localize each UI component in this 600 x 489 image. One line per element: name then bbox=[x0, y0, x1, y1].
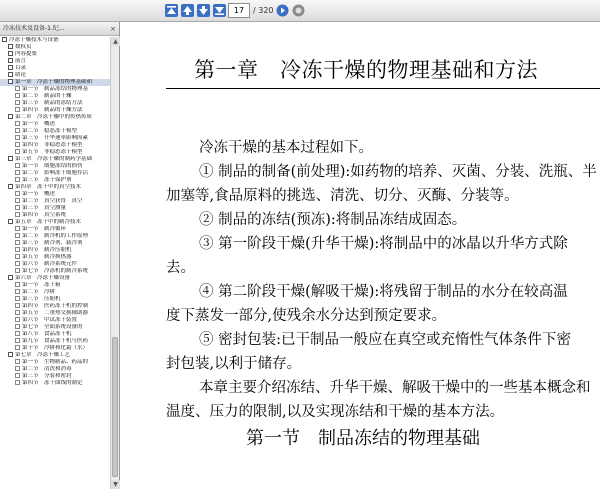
bookmark-item[interactable] bbox=[0, 352, 110, 359]
bookmark-icon bbox=[8, 58, 13, 63]
bookmark-icon bbox=[8, 65, 13, 70]
bookmark-label: 第二节 制品的干燥 bbox=[22, 93, 72, 99]
bookmark-label: 第三章 冷冻干燥的制药学基础 bbox=[15, 156, 93, 162]
expand-toggle-icon[interactable] bbox=[2, 37, 7, 42]
bookmark-label: 第七章 冷冻干燥工艺 bbox=[15, 352, 71, 358]
bookmark-icon bbox=[15, 268, 20, 273]
bookmark-label: 冷冻干燥技术与设备 bbox=[9, 37, 59, 43]
bookmark-item[interactable] bbox=[0, 58, 110, 65]
expand-toggle-icon[interactable] bbox=[8, 184, 13, 189]
bookmark-label: 第四节 制品的干燥方法 bbox=[22, 107, 83, 113]
bookmark-icon bbox=[15, 170, 20, 175]
bookmark-icon bbox=[8, 44, 13, 49]
bookmark-label: 第六节 中试冻干装置 bbox=[22, 317, 78, 323]
bookmark-label: 第二节 稳态冻干模型 bbox=[22, 128, 78, 134]
title-divider bbox=[166, 88, 600, 89]
bookmark-icon bbox=[15, 380, 20, 385]
bookmark-item[interactable] bbox=[0, 114, 110, 121]
bookmark-item[interactable] bbox=[0, 261, 110, 268]
bookmark-icon bbox=[15, 254, 20, 259]
bookmark-item[interactable] bbox=[0, 226, 110, 233]
bookmark-label: 目录 bbox=[15, 65, 27, 71]
document-page bbox=[121, 22, 600, 489]
bookmark-icon bbox=[15, 282, 20, 287]
bookmark-item[interactable] bbox=[0, 373, 110, 380]
bookmark-icon bbox=[15, 373, 20, 378]
bookmark-item[interactable] bbox=[0, 233, 110, 240]
bookmark-item[interactable] bbox=[0, 282, 110, 289]
bookmark-label: 第三节 分装和密封 bbox=[22, 373, 72, 379]
bookmark-item[interactable] bbox=[0, 380, 110, 387]
expand-toggle-icon[interactable] bbox=[8, 219, 13, 224]
bookmark-label: 第三节 冻干保护剂 bbox=[22, 177, 72, 183]
bookmark-item[interactable] bbox=[0, 37, 110, 44]
bookmark-item[interactable] bbox=[0, 107, 110, 114]
bookmark-item[interactable] bbox=[0, 366, 110, 373]
bookmark-icon bbox=[15, 331, 20, 336]
bookmark-label: 第一章 冷冻干燥的物理基础和 bbox=[15, 79, 93, 85]
bookmark-icon bbox=[15, 177, 20, 182]
bookmark-label: 第三节 制冷剂、载冷剂 bbox=[22, 240, 83, 246]
bookmark-icon bbox=[15, 226, 20, 231]
bookmark-label: 第二节 冷阱 bbox=[22, 289, 56, 295]
bookmark-item[interactable] bbox=[0, 240, 110, 247]
scroll-thumb[interactable] bbox=[112, 337, 118, 477]
bookmark-item[interactable] bbox=[0, 79, 110, 86]
bookmark-icon bbox=[8, 51, 13, 56]
bookmark-label: 第十节 冷阱和化霜（水） bbox=[22, 345, 89, 351]
bookmark-label: 第四章 冻干中的真空技术 bbox=[15, 184, 82, 190]
bookmark-item[interactable] bbox=[0, 135, 110, 142]
previous-page-icon[interactable] bbox=[180, 3, 195, 18]
bookmark-item[interactable] bbox=[0, 170, 110, 177]
sidebar-scrollbar[interactable] bbox=[110, 37, 119, 489]
paragraph-line: ① 制品的制备(前处理):如药物的培养、灭菌、分装、洗瓶、半 bbox=[199, 164, 597, 180]
bookmark-label: 第三节 制品的冻结方法 bbox=[22, 100, 83, 106]
bookmark-icon bbox=[15, 289, 20, 294]
go-icon[interactable] bbox=[275, 3, 290, 18]
paragraph-line: 冷冻干燥的基本过程如下。 bbox=[199, 140, 373, 156]
bookmark-label: 第五章 冻干中的制冷技术 bbox=[15, 219, 82, 225]
bookmark-icon bbox=[15, 135, 20, 140]
bookmark-label: 第五节 非稳态冻干模型 bbox=[22, 149, 83, 155]
bookmark-label: 第二节 影响冻干细胞存活 bbox=[22, 170, 89, 176]
toolbar bbox=[0, 0, 600, 22]
paragraph-line: 封包装,以利于储存。 bbox=[166, 356, 302, 372]
bookmark-item[interactable] bbox=[0, 72, 110, 79]
bookmark-label: 第一节 制冷循环 bbox=[22, 226, 67, 232]
bookmark-icon bbox=[15, 296, 20, 301]
bookmark-item[interactable] bbox=[0, 198, 110, 205]
bookmark-label: 第七节 全面系统设备的 bbox=[22, 324, 83, 330]
bookmark-label: 第三节 升华速率影响因素 bbox=[22, 135, 89, 141]
bookmark-label: 第三节 压缩机 bbox=[22, 296, 61, 302]
bookmark-label: 第一节 制品冻结的物理基 bbox=[22, 86, 89, 92]
bookmark-icon bbox=[15, 100, 20, 105]
expand-toggle-icon[interactable] bbox=[8, 114, 13, 119]
paragraph-line: 加塞等,食品原料的挑选、清洗、切分、灭酶、分装等。 bbox=[166, 188, 519, 204]
bookmark-sidebar bbox=[0, 22, 120, 489]
bookmark-icon bbox=[15, 198, 20, 203]
bookmark-item[interactable] bbox=[0, 310, 110, 317]
expand-toggle-icon[interactable] bbox=[8, 275, 13, 280]
paragraph-line: 温度、压力的限制,以及实现冻结和干燥的基本方法。 bbox=[166, 404, 505, 420]
bookmark-item[interactable] bbox=[0, 149, 110, 156]
bookmark-item[interactable] bbox=[0, 128, 110, 135]
next-page-icon[interactable] bbox=[196, 3, 211, 18]
bookmark-icon bbox=[15, 163, 20, 168]
bookmark-item[interactable] bbox=[0, 142, 110, 149]
section-title: 第一节 制品冻结的物理基础 bbox=[246, 428, 480, 449]
bookmark-item[interactable] bbox=[0, 177, 110, 184]
expand-toggle-icon[interactable] bbox=[8, 352, 13, 357]
page-number-input[interactable] bbox=[228, 3, 250, 18]
bookmark-label: 第一节 概述 bbox=[22, 191, 56, 197]
bookmark-item[interactable] bbox=[0, 205, 110, 212]
bookmark-icon bbox=[15, 128, 20, 133]
bookmark-item[interactable] bbox=[0, 156, 110, 163]
bookmark-icon bbox=[15, 345, 20, 350]
paragraph-line: ④ 第二阶段干燥(解吸干燥):将残留于制品的水分在较高温 bbox=[199, 284, 568, 300]
bookmark-item[interactable] bbox=[0, 86, 110, 93]
bookmark-label: 第四节 制冷压缩机 bbox=[22, 247, 72, 253]
bookmark-icon bbox=[15, 191, 20, 196]
bookmark-item[interactable] bbox=[0, 268, 110, 275]
paragraph-line: 度下蒸发一部分,使残余水分达到预定要求。 bbox=[166, 308, 447, 324]
bookmark-label: 绪论 bbox=[15, 72, 27, 78]
bookmark-label: 第四节 医药冻干机的控制 bbox=[22, 303, 89, 309]
bookmark-label: 前言 bbox=[15, 58, 27, 64]
bookmark-icon bbox=[8, 72, 13, 77]
first-page-icon[interactable] bbox=[164, 3, 179, 18]
bookmark-item[interactable] bbox=[0, 296, 110, 303]
bookmark-icon bbox=[15, 338, 20, 343]
expand-toggle-icon[interactable] bbox=[8, 79, 13, 84]
bookmark-icon bbox=[15, 107, 20, 112]
bookmark-label: 第四节 非稳态冻干模型 bbox=[22, 142, 83, 148]
page-total: / 320 bbox=[253, 6, 274, 15]
bookmark-label: 第四节 冻干曲线的制定 bbox=[22, 380, 83, 386]
bookmark-item[interactable] bbox=[0, 44, 110, 51]
bookmark-label: 第六章 冷冻干燥设备 bbox=[15, 275, 71, 281]
bookmark-label: 第七节 冷冻机的制冷系统 bbox=[22, 268, 89, 274]
bookmark-item[interactable] bbox=[0, 345, 110, 352]
paragraph-line: 本章主要介绍冻结、升华干燥、解吸干燥中的一些基本概念和 bbox=[199, 380, 591, 396]
scroll-up-icon[interactable]: ▲ bbox=[111, 37, 120, 46]
bookmark-item[interactable] bbox=[0, 219, 110, 226]
bookmark-label: 数权页 bbox=[15, 44, 32, 50]
bookmark-icon bbox=[15, 317, 20, 322]
bookmark-label: 第二节 制冷机的工作原理 bbox=[22, 233, 89, 239]
bookmark-label: 第一节 概述 bbox=[22, 121, 56, 127]
bookmark-item[interactable] bbox=[0, 317, 110, 324]
bookmark-icon bbox=[15, 205, 20, 210]
bookmark-item[interactable] bbox=[0, 191, 110, 198]
bookmark-label: 第一节 冻干箱 bbox=[22, 282, 61, 288]
bookmark-icon bbox=[15, 212, 20, 217]
bookmark-label: 第五节 制冷换热器 bbox=[22, 254, 72, 260]
bookmark-label: 第九节 食品冻干机与医药 bbox=[22, 338, 89, 344]
scroll-down-icon[interactable]: ▼ bbox=[111, 480, 120, 489]
bookmark-item[interactable] bbox=[0, 121, 110, 128]
bookmark-icon bbox=[15, 233, 20, 238]
last-page-icon[interactable] bbox=[212, 3, 227, 18]
bookmark-item[interactable] bbox=[0, 359, 110, 366]
bookmark-item[interactable] bbox=[0, 289, 110, 296]
bookmark-icon bbox=[15, 303, 20, 308]
sidebar-tab[interactable] bbox=[0, 22, 119, 36]
bookmark-icon bbox=[15, 86, 20, 91]
paragraph-line: ② 制品的冻结(预冻):将制品冻结成固态。 bbox=[199, 212, 467, 228]
bookmark-icon bbox=[15, 310, 20, 315]
bookmark-label: 第二章 冷冻干燥中的传热传质 bbox=[15, 114, 93, 120]
bookmark-icon bbox=[15, 149, 20, 154]
bookmark-item[interactable] bbox=[0, 163, 110, 170]
bookmark-item[interactable] bbox=[0, 338, 110, 345]
bookmark-label: 第三节 真空测量 bbox=[22, 205, 67, 211]
bookmark-icon bbox=[15, 247, 20, 252]
stop-icon[interactable] bbox=[291, 3, 306, 18]
bookmark-item[interactable] bbox=[0, 331, 110, 338]
bookmark-item[interactable] bbox=[0, 212, 110, 219]
paragraph-line: ⑤ 密封包装:已干制品一般应在真空或充惰性气体条件下密 bbox=[199, 332, 571, 348]
bookmark-label: 第一节 生物制品、药品的 bbox=[22, 359, 89, 365]
bookmark-item[interactable] bbox=[0, 275, 110, 282]
bookmark-label: 第二节 真空获得 真空 bbox=[22, 198, 83, 204]
bookmark-item[interactable] bbox=[0, 100, 110, 107]
bookmark-item[interactable] bbox=[0, 184, 110, 191]
paragraph-line: 去。 bbox=[166, 260, 195, 276]
expand-toggle-icon[interactable] bbox=[8, 156, 13, 161]
bookmark-label: 第六节 制冷系统元件 bbox=[22, 261, 78, 267]
bookmark-icon bbox=[15, 366, 20, 371]
paragraph-line: ③ 第一阶段干燥(升华干燥):将制品中的冰晶以升华方式除 bbox=[199, 236, 568, 252]
bookmark-icon bbox=[15, 142, 20, 147]
bookmark-label: 第二节 清洗和消毒 bbox=[22, 366, 72, 372]
bookmark-item[interactable] bbox=[0, 303, 110, 310]
bookmark-item[interactable] bbox=[0, 65, 110, 72]
bookmark-item[interactable] bbox=[0, 324, 110, 331]
bookmark-label: 第四节 真空系统 bbox=[22, 212, 67, 218]
bookmark-icon bbox=[15, 93, 20, 98]
chapter-title: 第一章 冷冻干燥的物理基础和方法 bbox=[194, 58, 538, 82]
bookmark-icon bbox=[15, 261, 20, 266]
bookmark-item[interactable] bbox=[0, 51, 110, 58]
bookmark-label: 第一节 细胞冻结的损伤 bbox=[22, 163, 83, 169]
close-icon[interactable]: × bbox=[110, 25, 116, 33]
bookmark-icon bbox=[15, 121, 20, 126]
bookmark-icon bbox=[15, 240, 20, 245]
bookmark-item[interactable] bbox=[0, 254, 110, 261]
bookmark-item[interactable] bbox=[0, 247, 110, 254]
bookmark-label: 第五节 二重热交换辅助器 bbox=[22, 310, 89, 316]
bookmark-item[interactable] bbox=[0, 93, 110, 100]
sidebar-tab-label: 冷冻技术及设备-1.纪... bbox=[3, 25, 65, 32]
bookmark-icon bbox=[15, 324, 20, 329]
bookmark-label: 内容提要 bbox=[15, 51, 38, 57]
bookmark-tree bbox=[0, 37, 110, 489]
bookmark-label: 第八节 食品冻干机 bbox=[22, 331, 72, 337]
bookmark-icon bbox=[15, 359, 20, 364]
